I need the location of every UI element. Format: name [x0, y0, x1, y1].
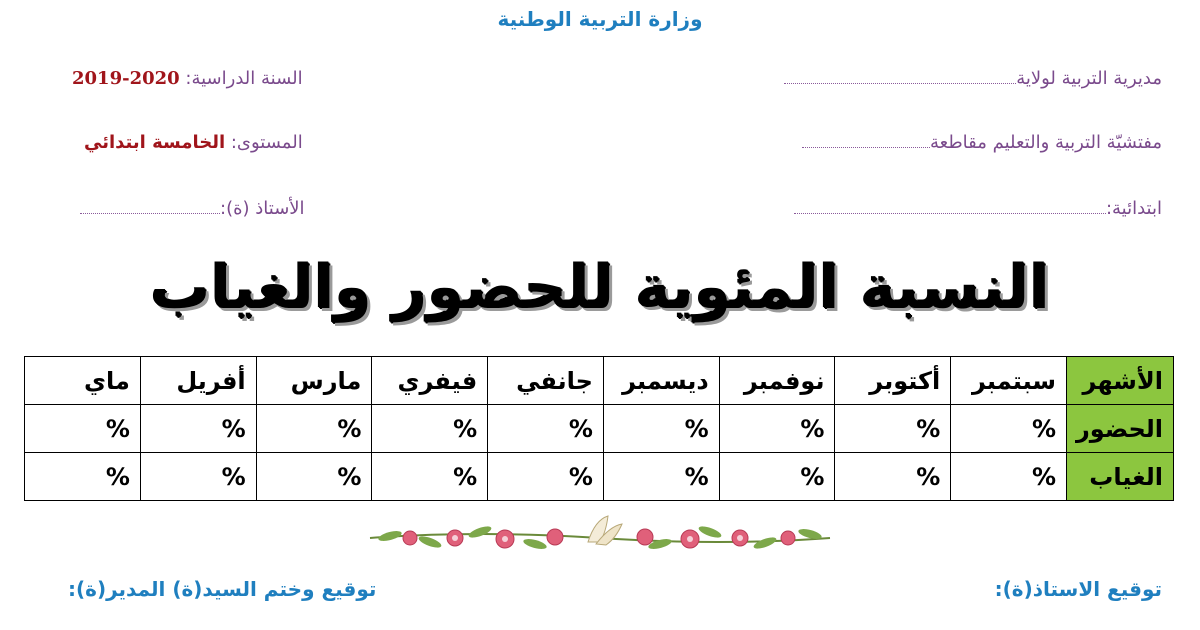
ministry-title: وزارة التربية الوطنية [497, 7, 703, 31]
month-cell: ماي [25, 357, 141, 405]
percent-cell: % [140, 405, 256, 453]
percent-cell: % [951, 453, 1067, 501]
month-cell: أكتوبر [835, 357, 951, 405]
month-cell: فيفري [372, 357, 488, 405]
percent-cell: % [256, 405, 372, 453]
attendance-table [24, 356, 1174, 501]
inspectorate-dotted-line [802, 131, 930, 148]
attendance-row [25, 405, 1174, 453]
month-cell: سبتمبر [951, 357, 1067, 405]
month-cell: جانفي [488, 357, 604, 405]
absence-row [25, 453, 1174, 501]
directorate-dotted-line [784, 67, 1016, 84]
teacher-label: الأستاذ (ة): [220, 198, 305, 219]
teacher-dotted-line [80, 197, 220, 214]
level-field [84, 130, 303, 156]
table-header-row [25, 357, 1174, 405]
school-label: ابتدائية: [1105, 198, 1162, 219]
floral-ornament-divider [360, 512, 840, 562]
teacher-signature-label: توقيع الاستاذ(ة): [994, 577, 1162, 601]
inspectorate-label: مفتشيّة التربية والتعليم مقاطعة [930, 132, 1162, 153]
attendance-label-cell: الحضور [1067, 405, 1174, 453]
percent-cell: % [835, 453, 951, 501]
percent-cell: % [25, 453, 141, 501]
year-field [72, 66, 303, 92]
percent-cell: % [372, 405, 488, 453]
month-cell: أفريل [140, 357, 256, 405]
months-header-cell: الأشهر [1067, 357, 1174, 405]
percent-cell: % [25, 405, 141, 453]
level-label: المستوى: [230, 132, 303, 153]
percent-cell: % [951, 405, 1067, 453]
school-field [794, 196, 1162, 222]
absence-label-cell: الغياب [1067, 453, 1174, 501]
percent-cell: % [488, 405, 604, 453]
page-title: النسبة المئوية للحضور والغياب [150, 253, 1050, 323]
year-label: السنة الدراسية: [185, 68, 303, 89]
directorate-label: مديرية التربية لولاية [1016, 68, 1162, 89]
percent-cell: % [835, 405, 951, 453]
month-cell: مارس [256, 357, 372, 405]
year-value: 2019-2020 [72, 68, 180, 89]
school-dotted-line [794, 197, 1106, 214]
percent-cell: % [372, 453, 488, 501]
percent-cell: % [256, 453, 372, 501]
percent-cell: % [603, 453, 719, 501]
directorate-field [784, 66, 1162, 92]
percent-cell: % [140, 453, 256, 501]
month-cell: نوفمبر [719, 357, 835, 405]
month-cell: ديسمبر [603, 357, 719, 405]
director-signature-label: توقيع وختم السيد(ة) المدير(ة): [68, 577, 377, 601]
percent-cell: % [719, 405, 835, 453]
percent-cell: % [719, 453, 835, 501]
percent-cell: % [603, 405, 719, 453]
level-value: الخامسة ابتدائي [84, 132, 226, 153]
percent-cell: % [488, 453, 604, 501]
inspectorate-field [802, 130, 1162, 156]
teacher-field [80, 196, 305, 222]
